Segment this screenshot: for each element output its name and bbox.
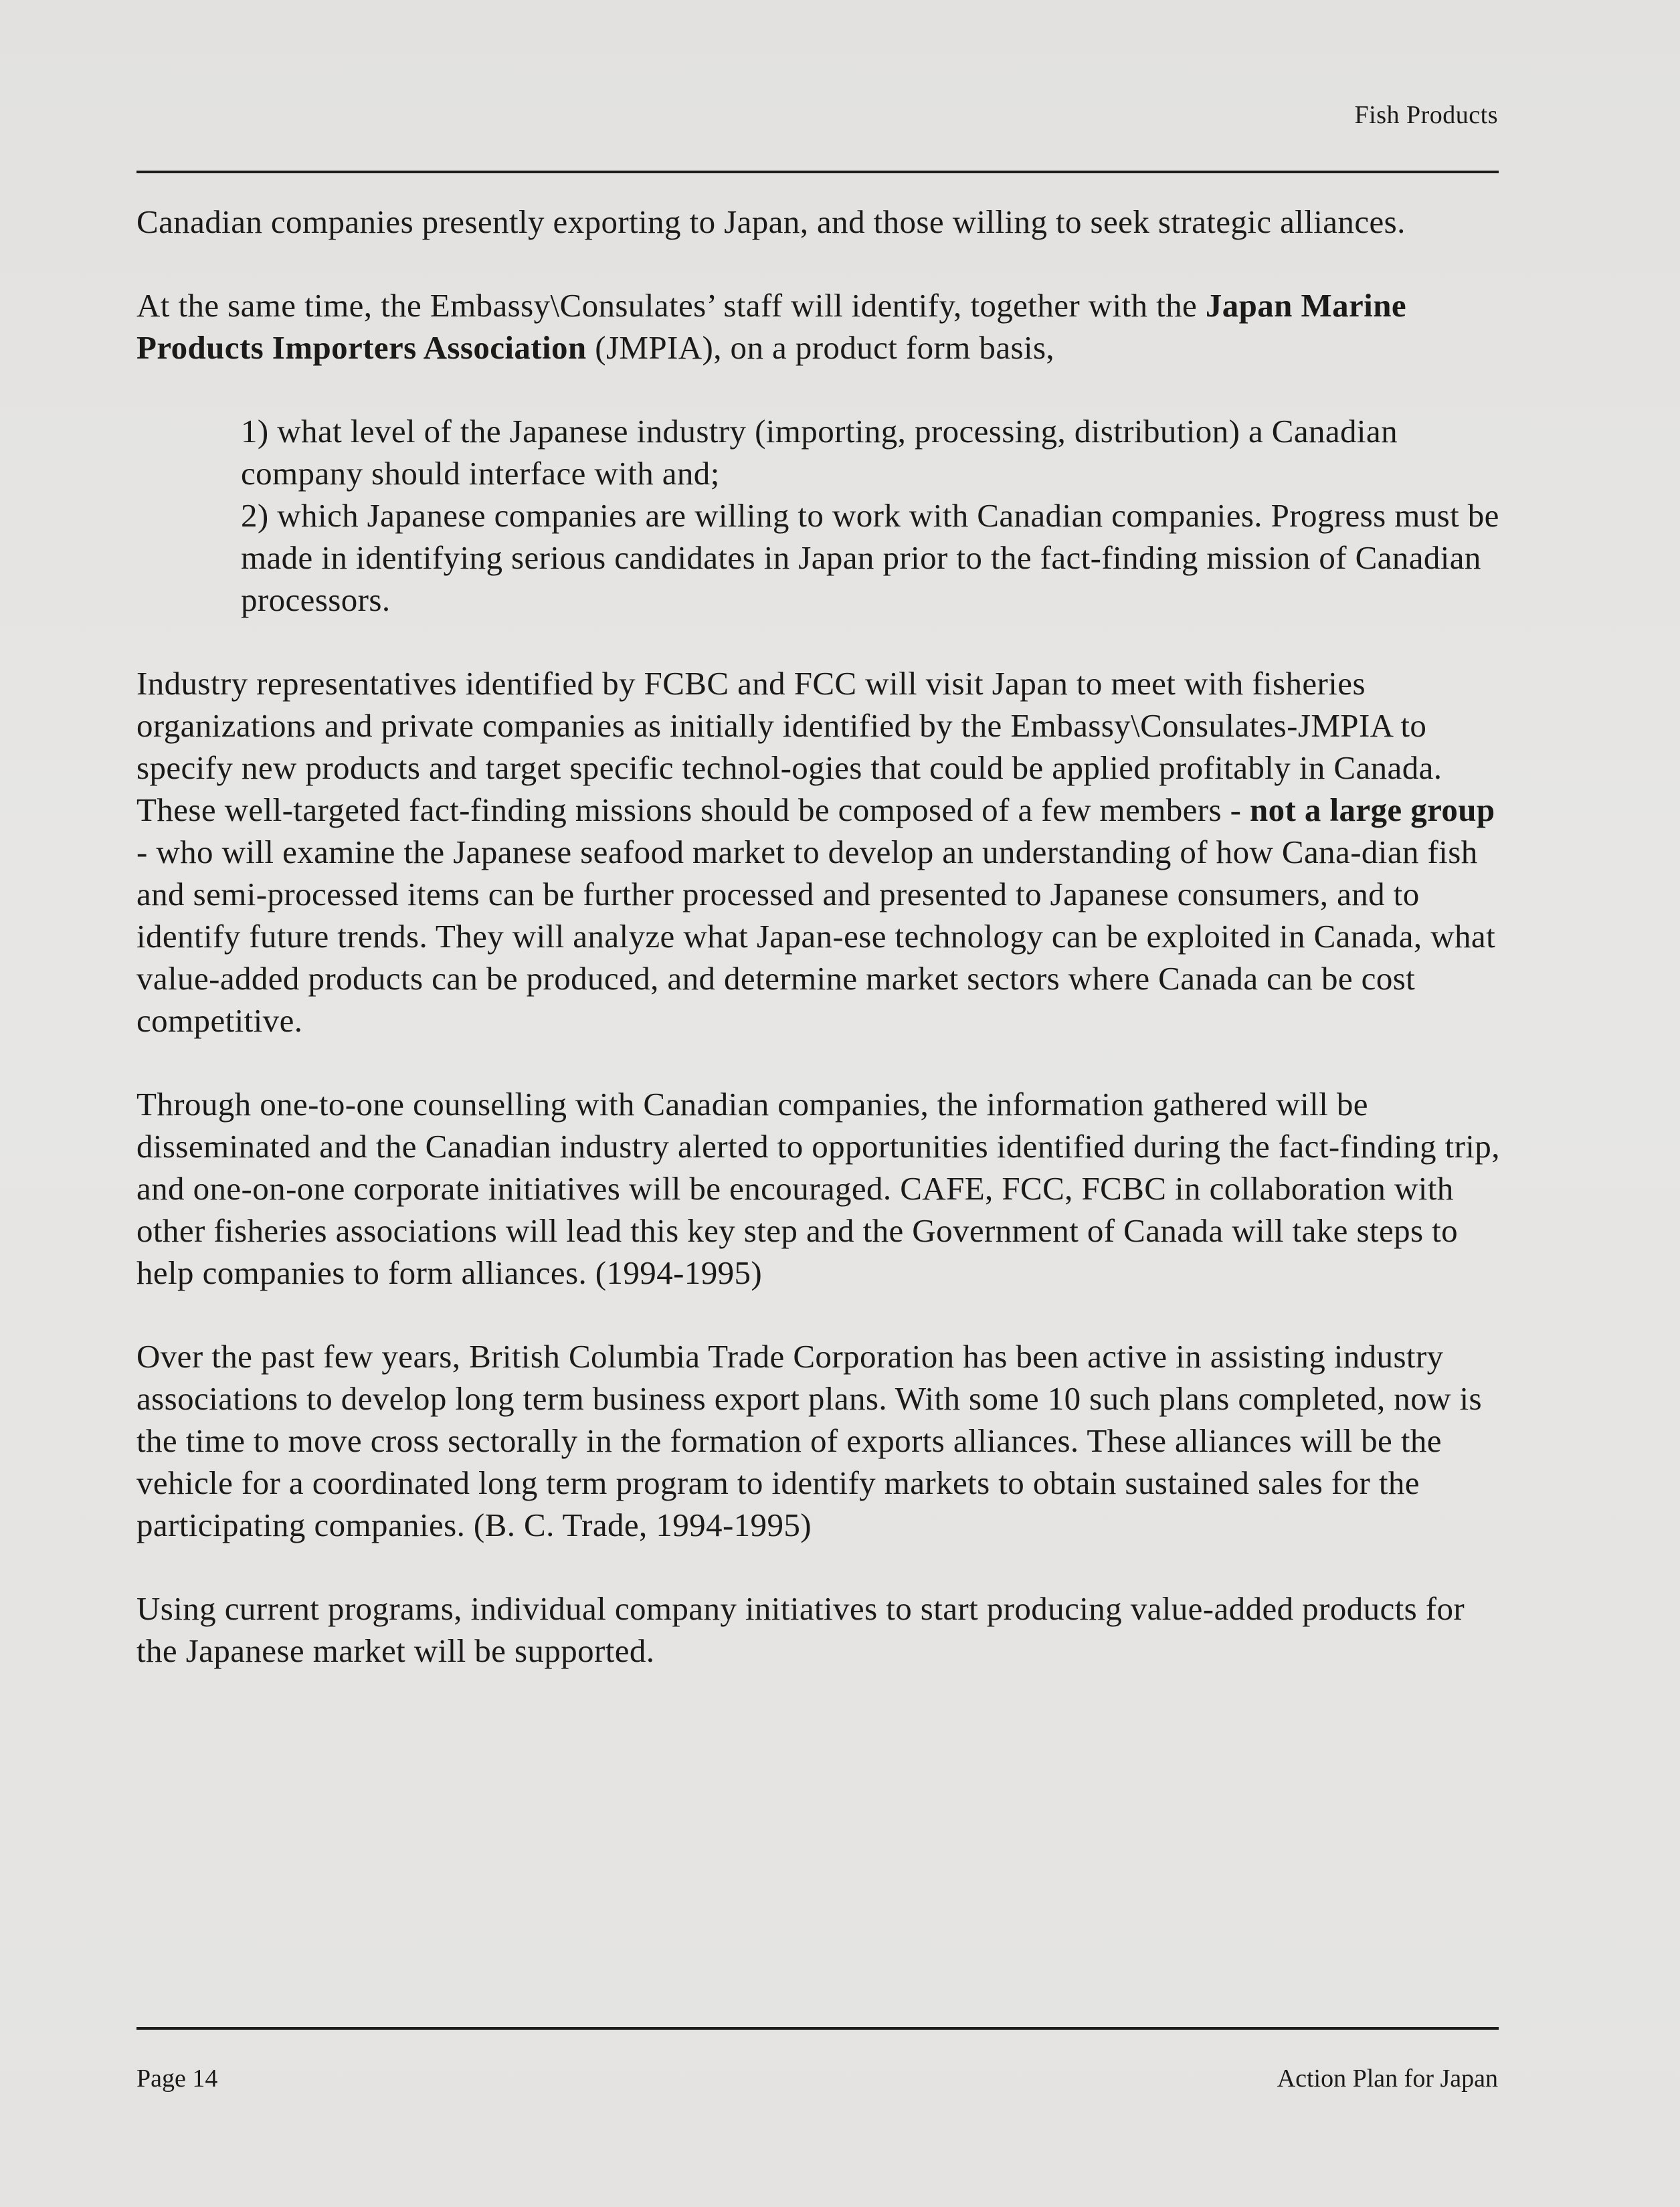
paragraph-3 [136,662,1501,1042]
body-text [136,201,1501,1713]
document-title: Action Plan for Japan [1277,2065,1498,2093]
paragraph-5: Over the past few years, British Columbia Trade Corporation has been active in assisting industry associations to develop long term business export plans. With some 10 such plans completed, now is the time to move cross sectorally in the formation of exports alliances. These alliances will be the vehicle for a coordinated long term program to identify markets to obtain sustained sales for the participating companies. (B. C. Trade, 1994-1995) [136,1338,1483,1543]
running-header: Fish Products [1354,101,1498,129]
paragraph-4: Through one-to-one counselling with Canadian companies, the information gathered will be disseminated and the Canadian industry alerted to opportunities identified during the fact-finding trip, and one-on-one corporate initiatives will be encouraged. CAFE, FCC, FCBC in collaboration with other fisheries associations will lead this key step and the Government of Canada will take steps to help companies to form alliances. (1994-1995) [136,1086,1500,1291]
list-item-2: 2) which Japanese companies are willing to work with Canadian companies. Progress must be made in identifying serious candidates in Japan prior to the fact-finding mission of Canadian processors. [241,497,1499,618]
paragraph-2-text-after: (JMPIA), on a product form basis, [586,329,1055,366]
paragraph-2 [136,284,1501,369]
association-name: Japan Marine Products Importers Association [136,287,1406,366]
paragraph-2-text-before: At the same time, the Embassy\Consulates’ staff will identify, together with the [136,287,1206,324]
paragraph-1: Canadian companies presently exporting to Japan, and those willing to seek strategic alliances. [136,203,1406,240]
page-number: Page 14 [136,2065,218,2093]
header-rule [136,171,1499,173]
list-item-1: 1) what level of the Japanese industry (importing, processing, distribution) a Canadian company should interface with and; [241,413,1398,492]
paragraph-3-text-after: - who will examine the Japanese seafood market to develop an understanding of how Cana-dian fish and semi-processed items can be further processed and presented to Japanese consumers, and to identify future trends. They will analyze what Japan-ese technology can be exploited in Canada, what value-added products can be produced, and determine market sectors where Canada can be cost competitive. [136,834,1496,1039]
emphasis-text: not a large group [1249,791,1495,828]
paragraph-3-text-before: Industry representatives identified by FCBC and FCC will visit Japan to meet with fisheries organizations and private companies as initially identified by the Embassy\Consulates-JMPIA to specify new products and target specific technol-ogies that could be applied profitably in Canada. These well-targeted fact-finding missions should be composed of a few members - [136,665,1442,828]
numbered-list [241,410,1501,621]
paragraph-6: Using current programs, individual company initiatives to start producing value-added products for the Japanese market will be supported. [136,1590,1465,1669]
footer-rule [136,2027,1499,2030]
